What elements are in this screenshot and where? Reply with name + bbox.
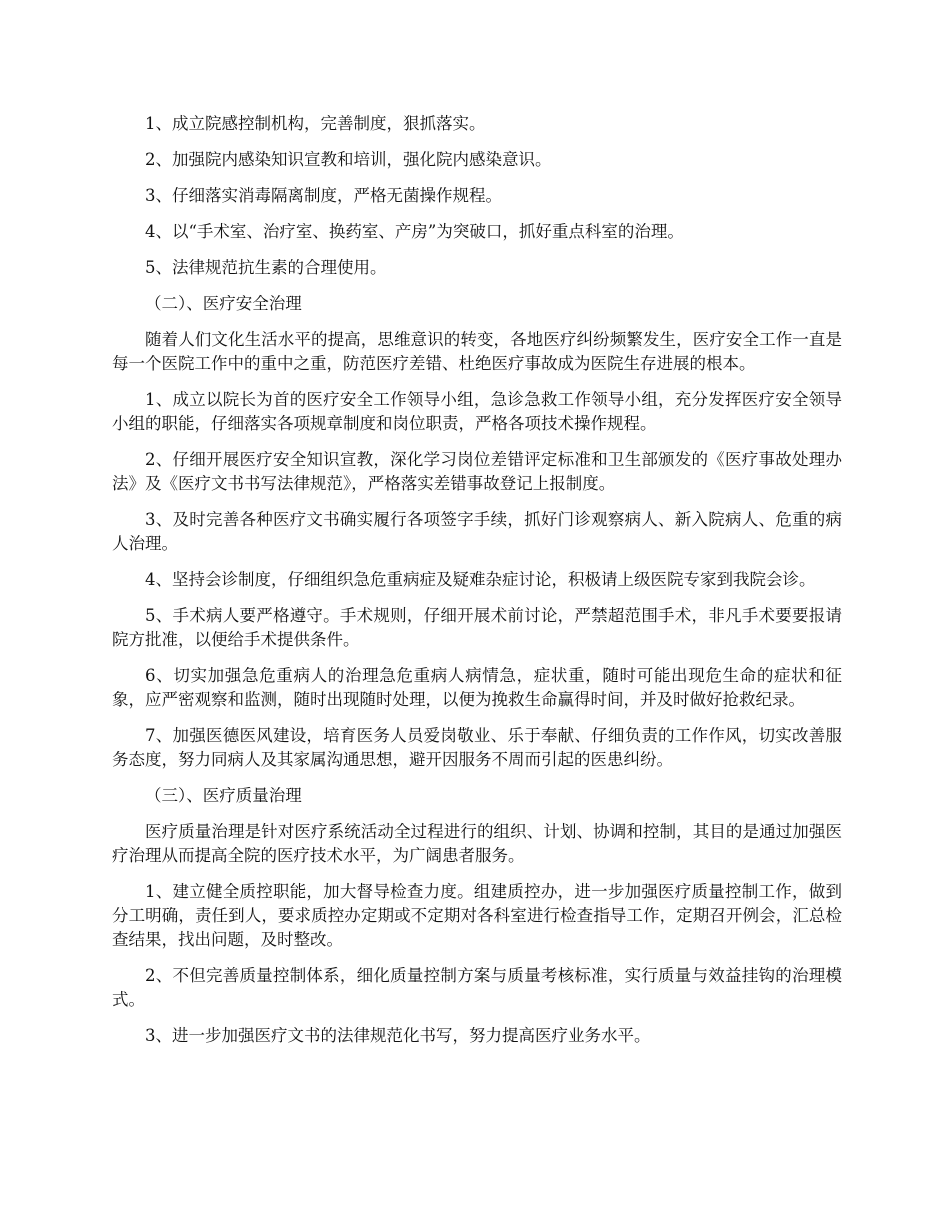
list-item: 4、以“手术室、治疗室、换药室、产房”为突破口，抓好重点科室的治理。 (145, 222, 684, 241)
section-heading: （二）、医疗安全治理 (145, 294, 302, 313)
list-item: 3、及时完善各种医疗文书确实履行各项签字手续，抓好门诊观察病人、新入院病人、危重的病人治理。 (112, 510, 842, 553)
body-paragraph: 医疗质量治理是针对医疗系统活动全过程进行的组织、计划、协调和控制，其目的是通过加强医疗治理从而提高全院的医疗技术水平，为广阔患者服务。 (112, 822, 842, 865)
list-item: 4、坚持会诊制度，仔细组织急危重病症及疑难杂症讨论，积极请上级医院专家到我院会诊。 (145, 570, 816, 589)
list-item: 3、进一步加强医疗文书的法律规范化书写，努力提高医疗业务水平。 (145, 1026, 651, 1045)
list-item: 3、仔细落实消毒隔离制度，严格无菌操作规程。 (145, 186, 502, 205)
section-heading: （三）、医疗质量治理 (145, 786, 302, 805)
list-item: 1、建立健全质控职能，加大督导检查力度。组建质控办，进一步加强医疗质量控制工作，做到分工明确，责任到人，要求质控办定期或不定期对各科室进行检查指导工作，定期召开例会，汇总检查结果，找出问题，及时整改。 (112, 882, 842, 949)
list-item: 7、加强医德医风建设，培育医务人员爱岗敬业、乐于奉献、仔细负责的工作作风，切实改善服务态度，努力同病人及其家属沟通思想，避开因服务不周而引起的医患纠纷。 (112, 726, 842, 769)
list-item: 2、仔细开展医疗安全知识宣教，深化学习岗位差错评定标准和卫生部颁发的《医疗事故处理办法》及《医疗文书书写法律规范》，严格落实差错事故登记上报制度。 (112, 450, 842, 493)
body-paragraph: 随着人们文化生活水平的提高，思维意识的转变，各地医疗纠纷频繁发生，医疗安全工作一直是每一个医院工作中的重中之重，防范医疗差错、杜绝医疗事故成为医院生存进展的根本。 (112, 330, 842, 373)
list-item: 2、加强院内感染知识宣教和培训，强化院内感染意识。 (145, 150, 552, 169)
list-item: 1、成立以院长为首的医疗安全工作领导小组，急诊急救工作领导小组，充分发挥医疗安全领导小组的职能，仔细落实各项规章制度和岗位职责，严格各项技术操作规程。 (112, 390, 842, 433)
list-item: 5、手术病人要严格遵守。手术规则，仔细开展术前讨论，严禁超范围手术，非凡手术要要报请院方批准，以便给手术提供条件。 (112, 606, 842, 649)
list-item: 5、法律规范抗生素的合理使用。 (145, 258, 387, 277)
list-item: 6、切实加强急危重病人的治理急危重病人病情急，症状重，随时可能出现危生命的症状和征象，应严密观察和监测，随时出现随时处理，以便为挽救生命赢得时间，并及时做好抢救纪录。 (112, 666, 842, 709)
list-item: 2、不但完善质量控制体系，细化质量控制方案与质量考核标准，实行质量与效益挂钩的治理模式。 (112, 966, 842, 1009)
list-item: 1、成立院感控制机构，完善制度，狠抓落实。 (145, 114, 486, 133)
